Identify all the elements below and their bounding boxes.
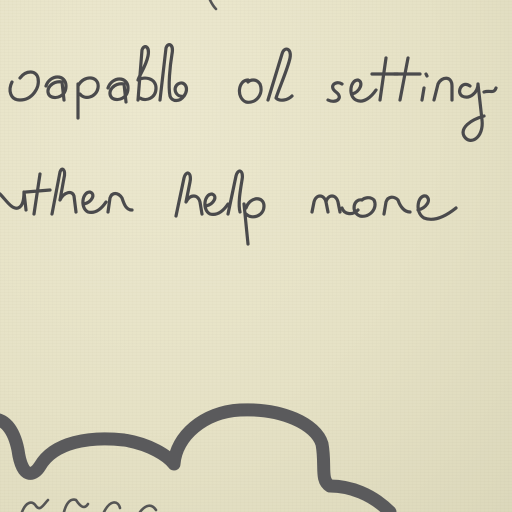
word-further	[0, 169, 132, 214]
word-of	[239, 49, 292, 102]
cloud-outline	[0, 410, 390, 512]
top-edge-stroke	[210, 0, 216, 9]
word-setting	[328, 58, 496, 140]
bottom-cutoff-text	[22, 500, 156, 512]
word-help	[176, 171, 264, 244]
word-capable	[10, 45, 186, 118]
word-more	[312, 196, 456, 219]
